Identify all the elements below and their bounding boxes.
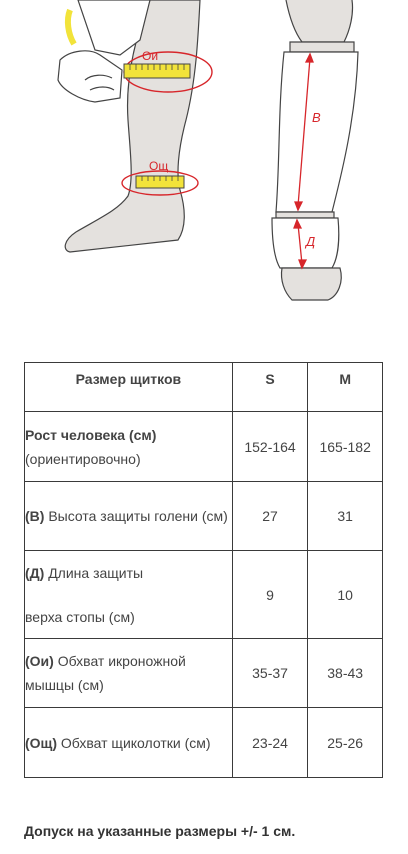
header-s: S bbox=[232, 363, 308, 412]
tolerance-note: Допуск на указанные размеры +/- 1 см. bbox=[24, 823, 296, 839]
row-label: (Ощ) Обхват щиколотки (см) bbox=[25, 708, 233, 778]
header-size: Размер щитков bbox=[25, 363, 233, 412]
cell-m: 38-43 bbox=[308, 639, 383, 708]
ankle-label: Ощ bbox=[149, 159, 169, 173]
cell-m: 10 bbox=[308, 551, 383, 639]
cell-m: 25-26 bbox=[308, 708, 383, 778]
table-row bbox=[25, 482, 383, 551]
row-label: (Д) Длина защиты верха стопы (см) bbox=[25, 551, 233, 639]
cell-s: 27 bbox=[232, 482, 308, 551]
foot-label: Д bbox=[306, 234, 316, 249]
measurement-illustration bbox=[0, 0, 408, 310]
table-row bbox=[25, 639, 383, 708]
calf-tape bbox=[124, 64, 190, 78]
row-label: Рост человека (см) (ориентировочно) bbox=[25, 412, 233, 482]
cell-s: 9 bbox=[232, 551, 308, 639]
calf-label: Ои bbox=[142, 49, 159, 63]
leg-drawing bbox=[58, 0, 200, 252]
cell-s: 35-37 bbox=[232, 639, 308, 708]
cell-m: 31 bbox=[308, 482, 383, 551]
table-row bbox=[25, 551, 383, 639]
table-row bbox=[25, 708, 383, 778]
cell-s: 23-24 bbox=[232, 708, 308, 778]
height-label: В bbox=[312, 110, 321, 125]
header-m: M bbox=[308, 363, 383, 412]
size-table bbox=[24, 362, 383, 778]
shin-guard-drawing bbox=[272, 0, 358, 300]
cell-s: 152-164 bbox=[232, 412, 308, 482]
table-row bbox=[25, 412, 383, 482]
row-label: (В) Высота защиты голени (см) bbox=[25, 482, 233, 551]
table-header-row bbox=[25, 363, 383, 412]
cell-m: 165-182 bbox=[308, 412, 383, 482]
row-label: (Ои) Обхват икроножной мышцы (см) bbox=[25, 639, 233, 708]
